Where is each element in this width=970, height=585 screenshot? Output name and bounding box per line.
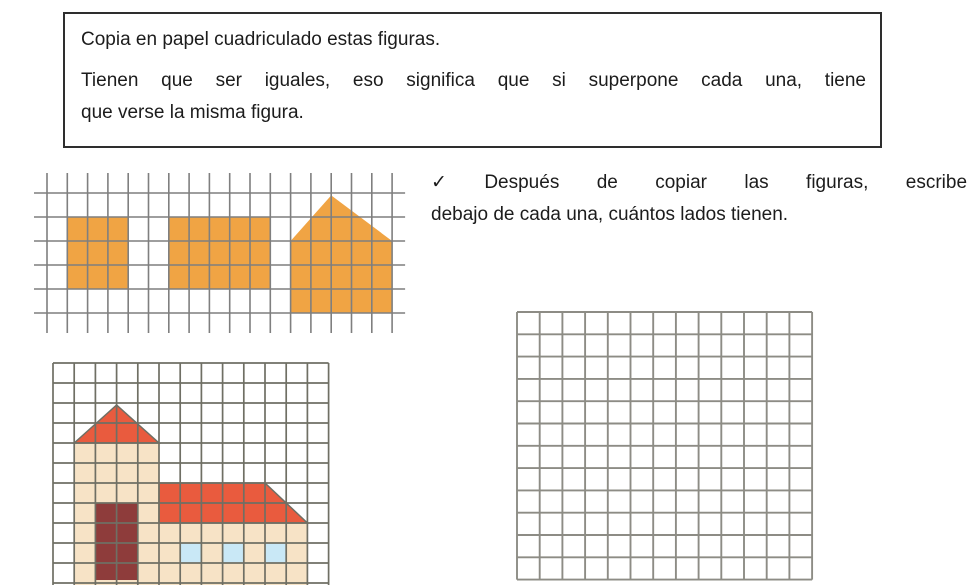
orange-square	[67, 217, 128, 289]
empty-copy-grid-figure	[515, 310, 814, 582]
orange-shapes-grid-figure	[32, 171, 407, 335]
instruction-box	[63, 12, 882, 148]
orange-pentagon-house	[291, 195, 393, 313]
house-drawing-grid-figure	[51, 361, 331, 585]
side-note-line-1	[431, 167, 967, 199]
empty-copy-grid-svg	[515, 310, 814, 582]
orange-rectangle	[169, 217, 270, 289]
window-2	[223, 543, 244, 563]
house-drawing-grid-svg	[51, 361, 331, 585]
instruction-paragraph-2-line-2: que verse la misma figura.	[81, 102, 304, 123]
checkmark-icon: ✓	[431, 172, 447, 193]
orange-shapes-grid-svg	[32, 171, 407, 335]
side-note-line-1-text: Después de copiar las figuras, escribe	[484, 172, 968, 193]
side-note	[431, 167, 967, 231]
window-3	[265, 543, 286, 563]
instruction-paragraph-1: Copia en papel cuadriculado estas figuras.	[81, 29, 441, 50]
window-1	[180, 543, 201, 563]
side-note-line-2: debajo de cada una, cuántos lados tienen.	[431, 204, 789, 225]
instruction-paragraph-2-line-1: Tienen que ser iguales, eso significa que si superpone cada una, tiene	[81, 70, 866, 91]
